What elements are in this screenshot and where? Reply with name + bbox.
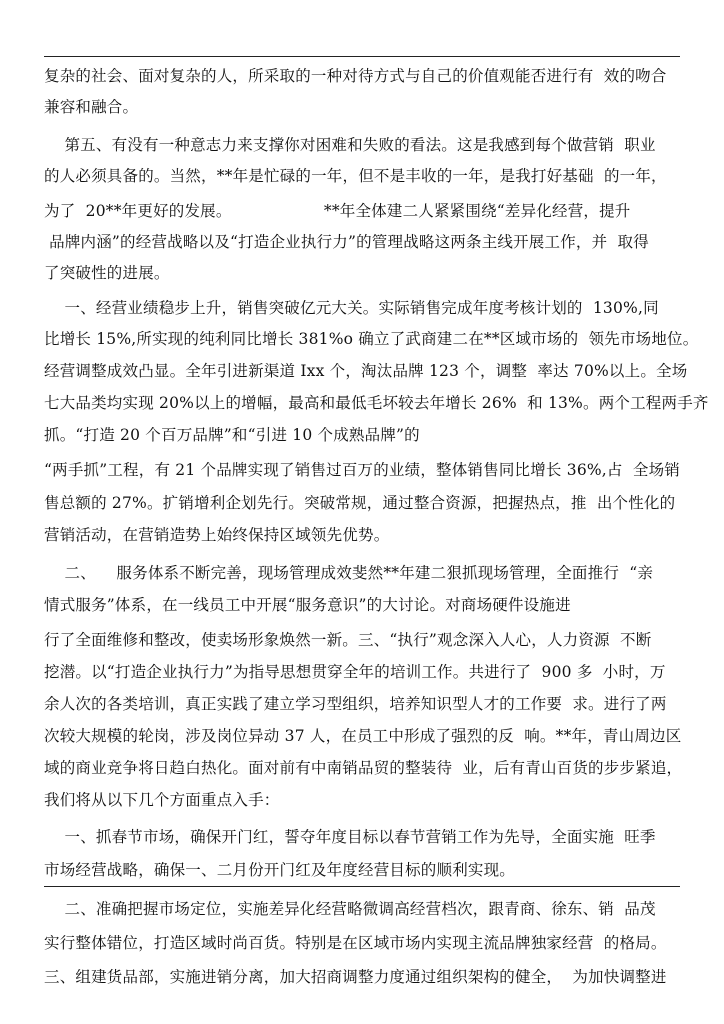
text-line: 复杂的社会、面对复杂的人，所采取的一种对待方式与自己的价值观能否进行有 效的吻合 bbox=[44, 67, 667, 85]
text-line: 了突破性的进展。 bbox=[44, 264, 170, 282]
text-line: 挖潜。以“打造企业执行力”为指导思想贯穿全年的培训工作。共进行了 900 多 小时，万 bbox=[44, 663, 666, 681]
text-line: 行了全面维修和整改，使卖场形象焕然一新。三、“执行”观念深入人心，人力资源 不断 bbox=[44, 631, 652, 649]
text-line: 营销活动，在营销造势上始终保持区域领先优势。 bbox=[44, 526, 390, 544]
text-line: 二、 服务体系不断完善，现场管理成效斐然**年建二狠抓现场管理，全面推行 “亲 bbox=[44, 564, 654, 582]
text-line: 为了 20**年更好的发展。 **年全体建二人紧紧围绕“差异化经营，提升 bbox=[44, 202, 631, 220]
section-rule bbox=[44, 886, 680, 887]
text-line: 情式服务”体系，在一线员工中开展“服务意识”的大讨论。对商场硬件设施进 bbox=[44, 596, 571, 614]
text-line: 三、组建货品部，实施进销分离，加大招商调整力度通过组织架构的健全， 为加快调整进 bbox=[44, 968, 667, 986]
text-line: 七大品类均实现 20%以上的增幅，最高和最低毛坏较去年增长 26% 和 13%。两个工程两手齐 bbox=[44, 394, 709, 412]
text-line: 余人次的各类培训，真正实践了建立学习型组织，培养知识型人才的工作要 求。进行了两 bbox=[44, 695, 667, 713]
text-line: 实行整体错位，打造区域时尚百货。特别是在区域市场内实现主流品牌独家经营 的格局。 bbox=[44, 934, 667, 952]
text-line: 我们将从以下几个方面重点入手： bbox=[44, 791, 280, 809]
text-line: 比增长 15%,所实现的纯利同比增长 381%o 确立了武商建二在**区域市场的 领先市场地位。 bbox=[44, 330, 699, 348]
text-line: 市场经营战略，确保一、二月份开门红及年度经营目标的顺利实现。 bbox=[44, 861, 516, 879]
text-line: 次较大规模的轮岗，涉及岗位异动 37 人，在员工中形成了强烈的反 响。**年，青山周边区 bbox=[44, 727, 682, 745]
text-line: 经营调整成效凸显。全年引进新渠道 Ixx 个，淘汰品牌 123 个，调整 率达 70%以上。全场 bbox=[44, 362, 688, 380]
text-line: 域的商业竞争将日趋白热化。面对前有中南销品贸的整装待 业，后有青山百货的步步紧追， bbox=[44, 759, 683, 777]
text-line: 兼容和融合。 bbox=[44, 98, 139, 116]
text-line: “两手抓”工程，有 21 个品牌实现了销售过百万的业绩，整体销售同比增长 36%,占 全场销 bbox=[44, 461, 680, 479]
text-line: 抓。“打造 20 个百万品牌”和“引进 10 个成熟品牌”的 bbox=[44, 426, 420, 444]
text-line: 第五、有没有一种意志力来支撑你对困难和失败的看法。这是我感到每个做营销 职业 bbox=[44, 136, 656, 154]
text-line: 一、经营业绩稳步上升，销售突破亿元大关。实际销售完成年度考核计划的 130%,同 bbox=[44, 299, 659, 317]
text-line: 售总额的 27%。扩销增利企划先行。突破常规，通过整合资源，把握热点，推 出个性化的 bbox=[44, 494, 676, 512]
text-line: 一、抓春节市场，确保开门红，誓夺年度目标以春节营销工作为先导，全面实施 旺季 bbox=[44, 828, 656, 846]
text-line: 的人必须具备的。当然，**年是忙碌的一年，但不是丰收的一年，是我打好基础 的一年， bbox=[44, 167, 667, 185]
text-line: 品牌内涵”的经营战略以及“打造企业执行力”的管理战略这两条主线开展工作，并 取得 bbox=[44, 233, 649, 251]
header-rule bbox=[44, 56, 680, 57]
text-line: 二、准确把握市场定位，实施差异化经营略微调高经营档次，跟青商、徐东、销 品茂 bbox=[44, 900, 656, 918]
